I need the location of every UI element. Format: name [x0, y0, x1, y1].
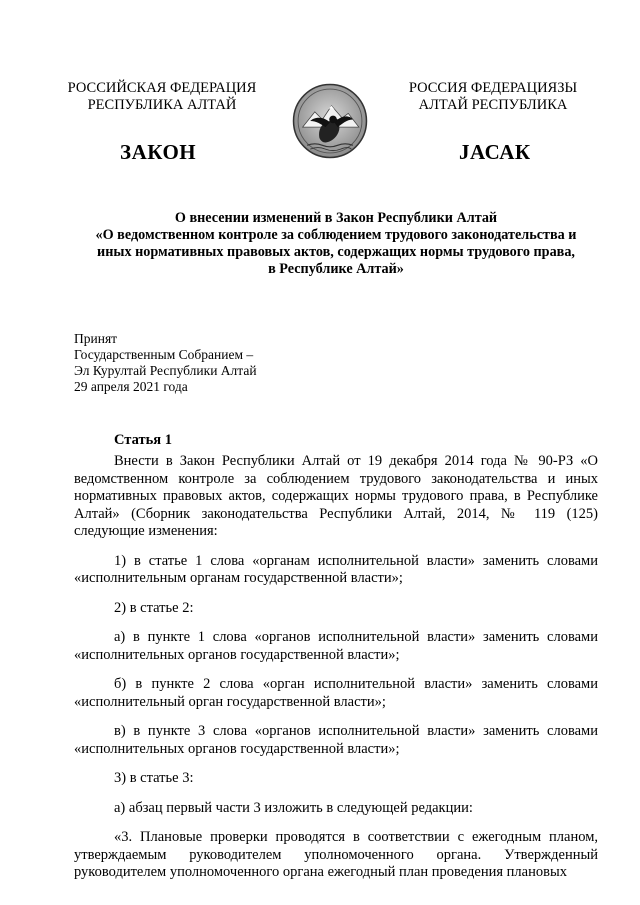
title-line-4: в Республике Алтай» — [268, 261, 404, 277]
header-right-country: РОССИЯ ФЕДЕРАЦИЯЗЫ — [408, 80, 578, 96]
altai-republic-emblem-icon — [292, 83, 368, 159]
title-line-1: О внесении изменений в Закон Республики Алтай — [174, 210, 498, 226]
adopted-by-kurultai: Эл Курултай Республики Алтай — [74, 363, 257, 378]
article-paragraph: Внести в Закон Республики Алтай от 19 декабря 2014 года № 90-РЗ «О ведомственном контроле за соблюдением трудового законодательства и иных нормативных правовых актов, содержащих нормы трудового права, в Республике Алтай» (Сборник законодательства Республики Алтай, 2014, № 119 (125) следующие изменения: — [74, 453, 598, 539]
adopted-label: Принят — [74, 331, 118, 346]
adoption-block — [74, 331, 257, 395]
article-heading: Статья 1 — [114, 432, 172, 448]
article-paragraph: 1) в статье 1 слова «органам исполнительной власти» заменить словами «исполнительным органам государственной власти»; — [74, 552, 598, 586]
article-paragraph: б) в пункте 2 слова «орган исполнительной власти» заменить словами «исполнительный орган государственной власти»; — [74, 676, 598, 710]
article-body — [74, 453, 598, 894]
article-paragraph: а) абзац первый части 3 изложить в следующей редакции: — [114, 799, 473, 816]
title-line-3: иных нормативных правовых актов, содержащих нормы трудового права, — [97, 244, 575, 260]
article-paragraph: 2) в статье 2: — [114, 599, 194, 616]
law-label-altai: ЈАСАК — [459, 140, 531, 164]
adopted-by-assembly: Государственным Собранием – — [74, 347, 254, 362]
header-right-block — [383, 80, 603, 114]
law-label-russian: ЗАКОН — [120, 140, 197, 164]
article-paragraph: в) в пункте 3 слова «органов исполнительной власти» заменить словами «исполнительных органов государственной власти»; — [74, 723, 598, 757]
title-line-2: «О ведомственном контроле за соблюдением трудового законодательства и — [95, 227, 577, 243]
law-title — [74, 210, 598, 278]
header-right-republic: АЛТАЙ РЕСПУБЛИКА — [418, 97, 568, 113]
article-paragraph: а) в пункте 1 слова «органов исполнительной власти» заменить словами «исполнительных органов государственной власти»; — [74, 629, 598, 663]
adoption-date: 29 апреля 2021 года — [74, 379, 188, 394]
header-left-block — [52, 80, 272, 114]
article-paragraph: «3. Плановые проверки проводятся в соответствии с ежегодным планом, утверждаемым руководителем уполномоченного органа. Утвержденный руководителем уполномоченного органа ежегодный план проведения плановых — [74, 829, 598, 880]
header-left-country: РОССИЙСКАЯ ФЕДЕРАЦИЯ — [67, 80, 257, 96]
article-paragraph: 3) в статье 3: — [114, 770, 194, 786]
header-left-republic: РЕСПУБЛИКА АЛТАЙ — [87, 97, 237, 113]
